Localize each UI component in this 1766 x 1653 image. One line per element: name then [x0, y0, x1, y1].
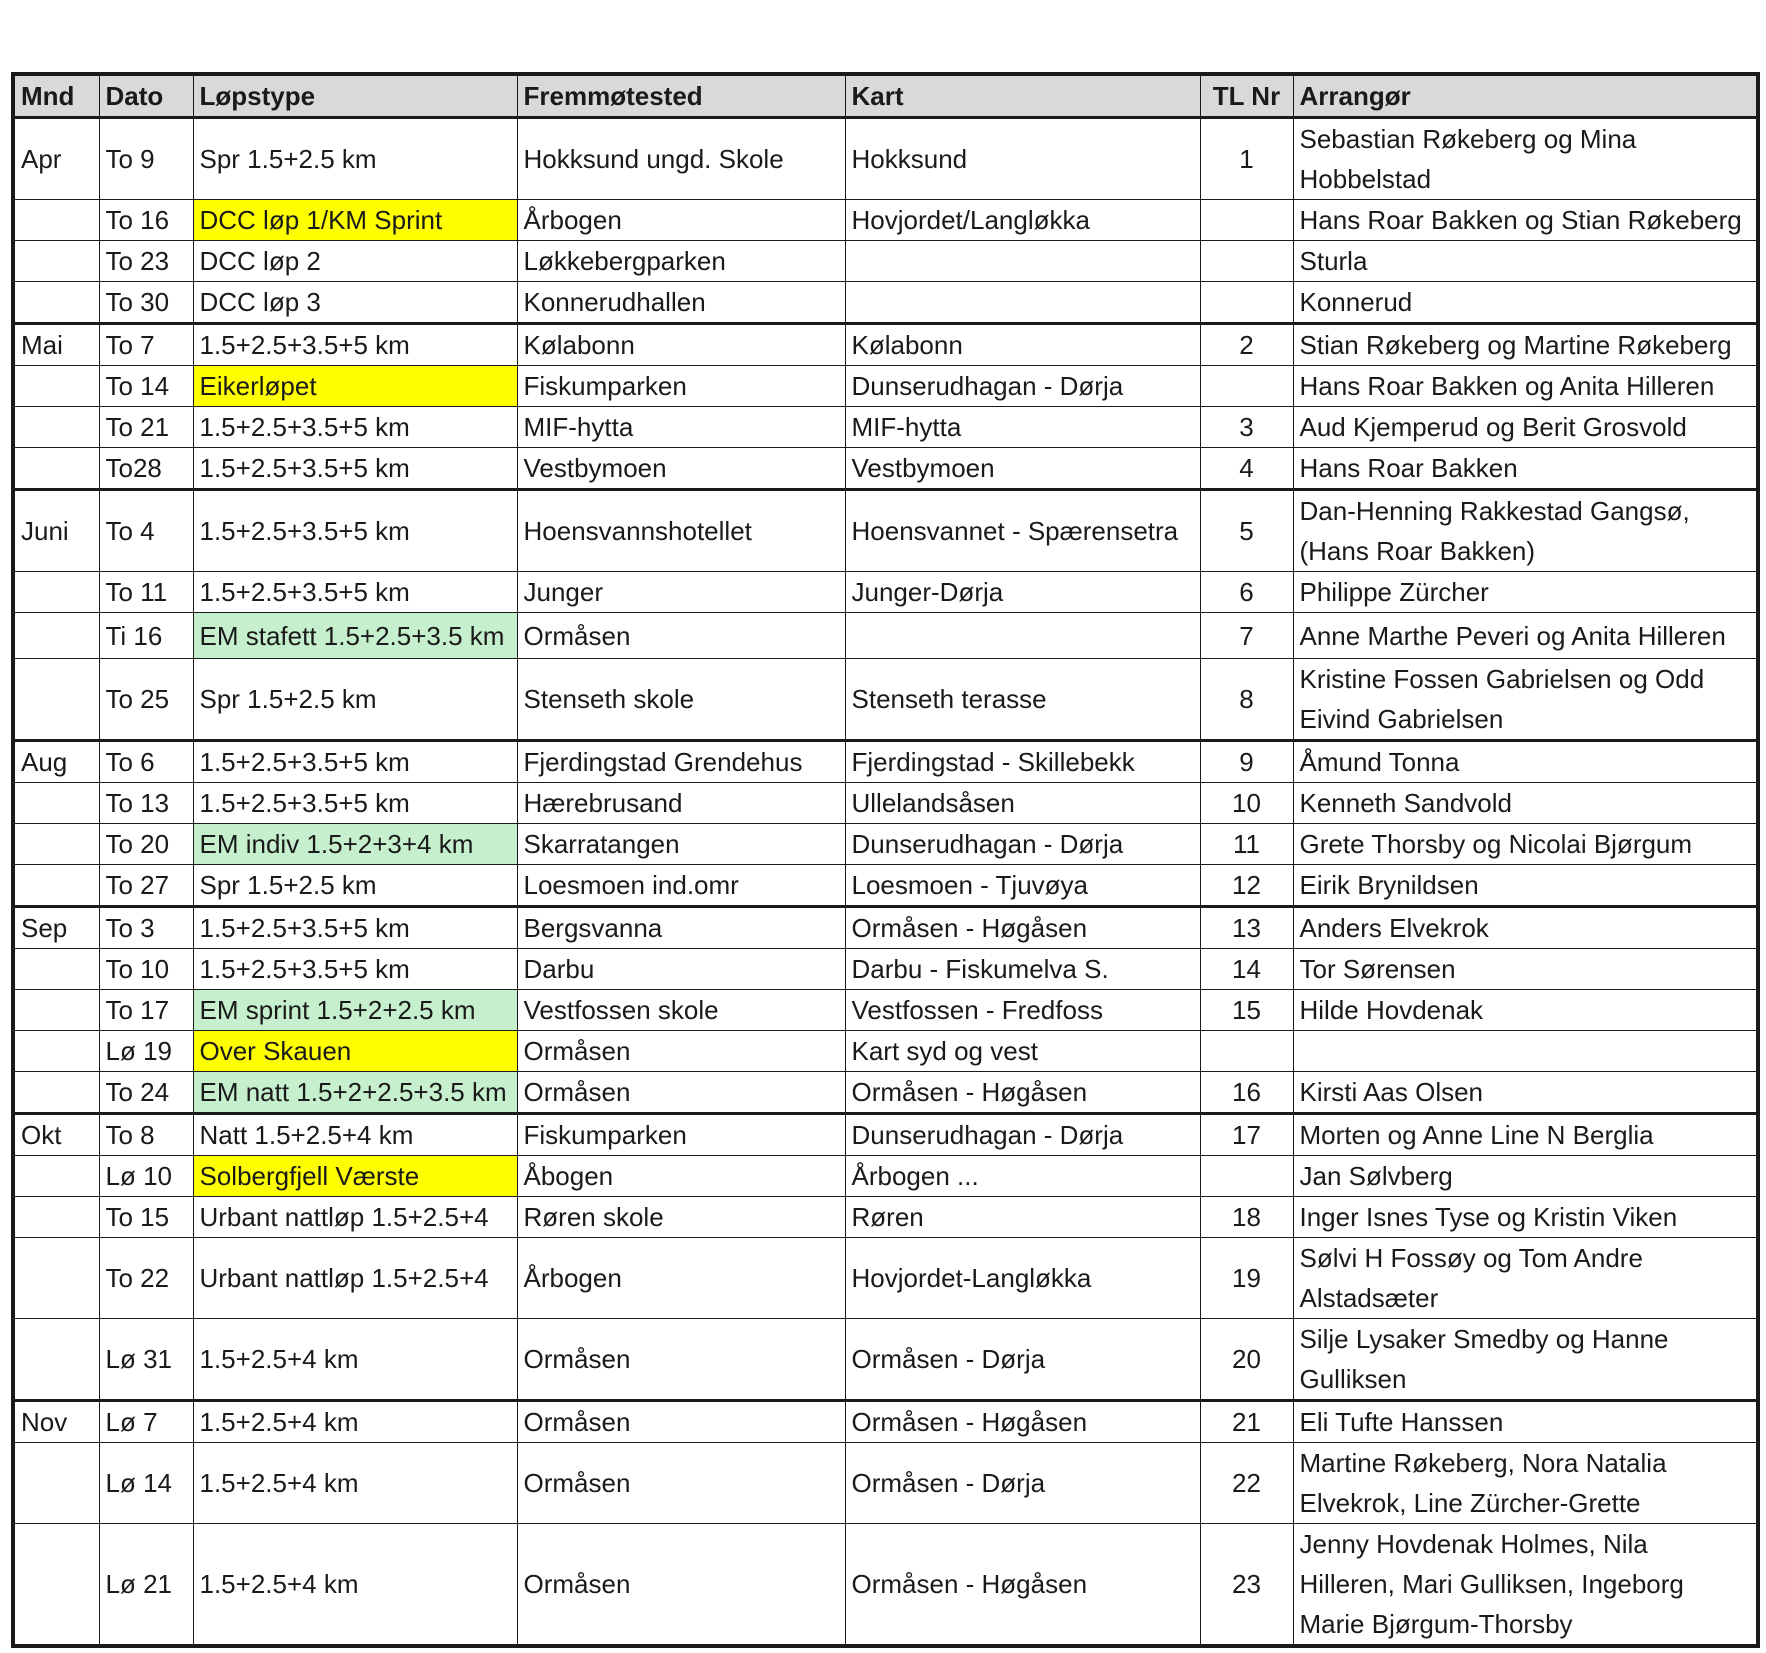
cell-meeting-place: Ormåsen [517, 1524, 845, 1647]
cell-race-type: Natt 1.5+2.5+4 km [193, 1114, 517, 1156]
cell-date: To 8 [99, 1114, 193, 1156]
cell-organizer: Grete Thorsby og Nicolai Bjørgum [1293, 824, 1758, 865]
cell-organizer: Hans Roar Bakken [1293, 448, 1758, 490]
cell-map: Ormåsen - Dørja [845, 1319, 1200, 1401]
cell-tl-number: 2 [1200, 324, 1293, 366]
cell-month: Mai [13, 324, 99, 366]
cell-map: Ormåsen - Høgåsen [845, 1072, 1200, 1114]
cell-month [13, 200, 99, 241]
cell-month [13, 1072, 99, 1114]
cell-month [13, 1319, 99, 1401]
cell-meeting-place: Vestbymoen [517, 448, 845, 490]
cell-map: Ormåsen - Høgåsen [845, 1524, 1200, 1647]
header-row [13, 74, 1758, 118]
cell-map: Ormåsen - Høgåsen [845, 907, 1200, 949]
cell-month [13, 1443, 99, 1524]
cell-meeting-place: MIF-hytta [517, 407, 845, 448]
cell-organizer: Hilde Hovdenak [1293, 990, 1758, 1031]
cell-race-type: 1.5+2.5+4 km [193, 1319, 517, 1401]
table-row [13, 1197, 1758, 1238]
cell-date: To 25 [99, 659, 193, 741]
table-row [13, 324, 1758, 366]
cell-tl-number [1200, 200, 1293, 241]
cell-organizer [1293, 1031, 1758, 1072]
cell-date: To 30 [99, 282, 193, 324]
cell-map: Dunserudhagan - Dørja [845, 1114, 1200, 1156]
cell-map: Hokksund [845, 118, 1200, 200]
cell-tl-number: 23 [1200, 1524, 1293, 1647]
cell-race-type: Eikerløpet [193, 366, 517, 407]
cell-tl-number: 12 [1200, 865, 1293, 907]
cell-organizer: Anders Elvekrok [1293, 907, 1758, 949]
cell-map: Hovjordet/Langløkka [845, 200, 1200, 241]
cell-race-type: Spr 1.5+2.5 km [193, 865, 517, 907]
cell-map: Vestbymoen [845, 448, 1200, 490]
header-lopstype: Løpstype [193, 74, 517, 118]
header-tl-nr: TL Nr [1200, 74, 1293, 118]
cell-map: Stenseth terasse [845, 659, 1200, 741]
table-row [13, 490, 1758, 572]
cell-race-type: DCC løp 3 [193, 282, 517, 324]
cell-month [13, 990, 99, 1031]
cell-race-type: DCC løp 2 [193, 241, 517, 282]
header-arrangor: Arrangør [1293, 74, 1758, 118]
cell-tl-number: 17 [1200, 1114, 1293, 1156]
cell-organizer: Jan Sølvberg [1293, 1156, 1758, 1197]
cell-meeting-place: Røren skole [517, 1197, 845, 1238]
cell-month [13, 572, 99, 613]
cell-race-type: Solbergfjell Værste [193, 1156, 517, 1197]
cell-tl-number: 19 [1200, 1238, 1293, 1319]
cell-map: Darbu - Fiskumelva S. [845, 949, 1200, 990]
cell-meeting-place: Ormåsen [517, 1072, 845, 1114]
cell-organizer: Jenny Hovdenak Holmes, Nila Hilleren, Mari Gulliksen, Ingeborg Marie Bjørgum-Thorsby [1293, 1524, 1758, 1647]
cell-organizer: Åmund Tonna [1293, 741, 1758, 783]
cell-tl-number: 8 [1200, 659, 1293, 741]
cell-month [13, 1031, 99, 1072]
cell-map: Fjerdingstad - Skillebekk [845, 741, 1200, 783]
cell-map: Hovjordet-Langløkka [845, 1238, 1200, 1319]
cell-tl-number [1200, 1156, 1293, 1197]
cell-month [13, 865, 99, 907]
cell-tl-number: 15 [1200, 990, 1293, 1031]
cell-meeting-place: Ormåsen [517, 1401, 845, 1443]
table-row [13, 1031, 1758, 1072]
table-row [13, 1401, 1758, 1443]
cell-map: MIF-hytta [845, 407, 1200, 448]
cell-race-type: Over Skauen [193, 1031, 517, 1072]
cell-date: To 23 [99, 241, 193, 282]
cell-date: To 9 [99, 118, 193, 200]
cell-organizer: Martine Røkeberg, Nora Natalia Elvekrok, Line Zürcher-Grette [1293, 1443, 1758, 1524]
cell-meeting-place: Junger [517, 572, 845, 613]
cell-tl-number: 10 [1200, 783, 1293, 824]
header-mnd: Mnd [13, 74, 99, 118]
cell-date: To 10 [99, 949, 193, 990]
cell-date: To 15 [99, 1197, 193, 1238]
cell-date: To 17 [99, 990, 193, 1031]
cell-map: Loesmoen - Tjuvøya [845, 865, 1200, 907]
cell-organizer: Philippe Zürcher [1293, 572, 1758, 613]
cell-map: Junger-Dørja [845, 572, 1200, 613]
cell-meeting-place: Ormåsen [517, 1319, 845, 1401]
cell-tl-number: 3 [1200, 407, 1293, 448]
cell-meeting-place: Fiskumparken [517, 366, 845, 407]
cell-date: To 24 [99, 1072, 193, 1114]
cell-month [13, 282, 99, 324]
cell-tl-number [1200, 241, 1293, 282]
cell-meeting-place: Årbogen [517, 1238, 845, 1319]
table-row [13, 865, 1758, 907]
cell-tl-number: 13 [1200, 907, 1293, 949]
cell-meeting-place: Hokksund ungd. Skole [517, 118, 845, 200]
cell-meeting-place: Hærebrusand [517, 783, 845, 824]
cell-tl-number: 11 [1200, 824, 1293, 865]
cell-map: Røren [845, 1197, 1200, 1238]
cell-month [13, 1238, 99, 1319]
table-row [13, 118, 1758, 200]
cell-month: Nov [13, 1401, 99, 1443]
cell-organizer: Dan-Henning Rakkestad Gangsø, (Hans Roar Bakken) [1293, 490, 1758, 572]
cell-tl-number: 6 [1200, 572, 1293, 613]
cell-month [13, 1156, 99, 1197]
cell-organizer: Konnerud [1293, 282, 1758, 324]
cell-organizer: Kirsti Aas Olsen [1293, 1072, 1758, 1114]
cell-map: Vestfossen - Fredfoss [845, 990, 1200, 1031]
cell-month [13, 366, 99, 407]
cell-race-type: Spr 1.5+2.5 km [193, 659, 517, 741]
cell-month [13, 241, 99, 282]
cell-month [13, 824, 99, 865]
cell-race-type: 1.5+2.5+3.5+5 km [193, 907, 517, 949]
cell-tl-number: 22 [1200, 1443, 1293, 1524]
cell-tl-number [1200, 282, 1293, 324]
cell-map [845, 613, 1200, 659]
cell-date: To 13 [99, 783, 193, 824]
cell-meeting-place: Bergsvanna [517, 907, 845, 949]
cell-map: Ullelandsåsen [845, 783, 1200, 824]
cell-date: To 3 [99, 907, 193, 949]
table-row [13, 907, 1758, 949]
cell-month: Okt [13, 1114, 99, 1156]
cell-tl-number: 5 [1200, 490, 1293, 572]
cell-race-type: 1.5+2.5+3.5+5 km [193, 949, 517, 990]
cell-organizer: Silje Lysaker Smedby og Hanne Gulliksen [1293, 1319, 1758, 1401]
cell-tl-number: 20 [1200, 1319, 1293, 1401]
cell-race-type: Urbant nattløp 1.5+2.5+4 [193, 1197, 517, 1238]
cell-month [13, 783, 99, 824]
cell-organizer: Sturla [1293, 241, 1758, 282]
cell-month [13, 949, 99, 990]
cell-meeting-place: Konnerudhallen [517, 282, 845, 324]
cell-meeting-place: Årbogen [517, 200, 845, 241]
cell-race-type: 1.5+2.5+3.5+5 km [193, 783, 517, 824]
cell-date: To 11 [99, 572, 193, 613]
cell-month [13, 1197, 99, 1238]
cell-organizer: Tor Sørensen [1293, 949, 1758, 990]
cell-date: To 7 [99, 324, 193, 366]
cell-tl-number: 9 [1200, 741, 1293, 783]
cell-date: To 21 [99, 407, 193, 448]
cell-month: Juni [13, 490, 99, 572]
cell-meeting-place: Kølabonn [517, 324, 845, 366]
table-row [13, 1524, 1758, 1647]
cell-month [13, 1524, 99, 1647]
cell-date: To28 [99, 448, 193, 490]
cell-date: To 4 [99, 490, 193, 572]
cell-date: To 20 [99, 824, 193, 865]
table-row [13, 1072, 1758, 1114]
table-row [13, 366, 1758, 407]
cell-organizer: Inger Isnes Tyse og Kristin Viken [1293, 1197, 1758, 1238]
cell-organizer: Kenneth Sandvold [1293, 783, 1758, 824]
cell-meeting-place: Fjerdingstad Grendehus [517, 741, 845, 783]
cell-tl-number: 7 [1200, 613, 1293, 659]
header-kart: Kart [845, 74, 1200, 118]
table-row [13, 990, 1758, 1031]
cell-race-type: EM stafett 1.5+2.5+3.5 km [193, 613, 517, 659]
schedule-table [11, 72, 1760, 1648]
cell-map: Dunserudhagan - Dørja [845, 824, 1200, 865]
cell-meeting-place: Stenseth skole [517, 659, 845, 741]
table-row [13, 949, 1758, 990]
cell-meeting-place: Fiskumparken [517, 1114, 845, 1156]
cell-map: Ormåsen - Dørja [845, 1443, 1200, 1524]
cell-tl-number [1200, 1031, 1293, 1072]
cell-race-type: 1.5+2.5+3.5+5 km [193, 741, 517, 783]
cell-organizer: Sølvi H Fossøy og Tom Andre Alstadsæter [1293, 1238, 1758, 1319]
cell-organizer: Morten og Anne Line N Berglia [1293, 1114, 1758, 1156]
cell-meeting-place: Ormåsen [517, 613, 845, 659]
table-row [13, 241, 1758, 282]
cell-date: To 27 [99, 865, 193, 907]
cell-meeting-place: Skarratangen [517, 824, 845, 865]
header-dato: Dato [99, 74, 193, 118]
table-row [13, 613, 1758, 659]
cell-organizer: Hans Roar Bakken og Stian Røkeberg [1293, 200, 1758, 241]
cell-map [845, 241, 1200, 282]
cell-meeting-place: Loesmoen ind.omr [517, 865, 845, 907]
cell-race-type: 1.5+2.5+4 km [193, 1401, 517, 1443]
cell-month [13, 613, 99, 659]
cell-month: Apr [13, 118, 99, 200]
cell-race-type: 1.5+2.5+3.5+5 km [193, 448, 517, 490]
cell-organizer: Stian Røkeberg og Martine Røkeberg [1293, 324, 1758, 366]
cell-race-type: 1.5+2.5+3.5+5 km [193, 572, 517, 613]
cell-month [13, 448, 99, 490]
table-row [13, 282, 1758, 324]
cell-date: Lø 7 [99, 1401, 193, 1443]
table-row [13, 200, 1758, 241]
table-row [13, 448, 1758, 490]
cell-date: Lø 19 [99, 1031, 193, 1072]
table-row [13, 1114, 1758, 1156]
cell-tl-number: 21 [1200, 1401, 1293, 1443]
cell-tl-number: 4 [1200, 448, 1293, 490]
cell-date: To 6 [99, 741, 193, 783]
cell-organizer: Sebastian Røkeberg og Mina Hobbelstad [1293, 118, 1758, 200]
cell-date: Lø 10 [99, 1156, 193, 1197]
cell-meeting-place: Darbu [517, 949, 845, 990]
cell-date: Lø 21 [99, 1524, 193, 1647]
cell-race-type: 1.5+2.5+4 km [193, 1524, 517, 1647]
cell-month [13, 407, 99, 448]
cell-tl-number: 1 [1200, 118, 1293, 200]
cell-date: To 16 [99, 200, 193, 241]
cell-organizer: Eli Tufte Hanssen [1293, 1401, 1758, 1443]
cell-race-type: 1.5+2.5+3.5+5 km [193, 407, 517, 448]
cell-map: Dunserudhagan - Dørja [845, 366, 1200, 407]
cell-meeting-place: Åbogen [517, 1156, 845, 1197]
cell-organizer: Hans Roar Bakken og Anita Hilleren [1293, 366, 1758, 407]
cell-meeting-place: Hoensvannshotellet [517, 490, 845, 572]
cell-date: Lø 14 [99, 1443, 193, 1524]
cell-organizer: Kristine Fossen Gabrielsen og Odd Eivind Gabrielsen [1293, 659, 1758, 741]
table-row [13, 783, 1758, 824]
cell-map: Ormåsen - Høgåsen [845, 1401, 1200, 1443]
table-row [13, 1319, 1758, 1401]
cell-month: Aug [13, 741, 99, 783]
table-row [13, 1443, 1758, 1524]
cell-map: Kølabonn [845, 324, 1200, 366]
cell-race-type: EM sprint 1.5+2+2.5 km [193, 990, 517, 1031]
cell-date: To 22 [99, 1238, 193, 1319]
table-row [13, 572, 1758, 613]
cell-race-type: 1.5+2.5+3.5+5 km [193, 490, 517, 572]
cell-organizer: Aud Kjemperud og Berit Grosvold [1293, 407, 1758, 448]
cell-race-type: DCC løp 1/KM Sprint [193, 200, 517, 241]
cell-race-type: 1.5+2.5+4 km [193, 1443, 517, 1524]
cell-date: To 14 [99, 366, 193, 407]
cell-tl-number [1200, 366, 1293, 407]
table-row [13, 659, 1758, 741]
cell-race-type: Spr 1.5+2.5 km [193, 118, 517, 200]
cell-race-type: 1.5+2.5+3.5+5 km [193, 324, 517, 366]
cell-month [13, 659, 99, 741]
cell-date: Ti 16 [99, 613, 193, 659]
table-row [13, 741, 1758, 783]
cell-tl-number: 16 [1200, 1072, 1293, 1114]
cell-tl-number: 18 [1200, 1197, 1293, 1238]
table-row [13, 1156, 1758, 1197]
cell-map: Hoensvannet - Spærensetra [845, 490, 1200, 572]
cell-map: Årbogen ... [845, 1156, 1200, 1197]
cell-meeting-place: Ormåsen [517, 1031, 845, 1072]
cell-month: Sep [13, 907, 99, 949]
table-row [13, 824, 1758, 865]
cell-organizer: Anne Marthe Peveri og Anita Hilleren [1293, 613, 1758, 659]
cell-date: Lø 31 [99, 1319, 193, 1401]
table-row [13, 407, 1758, 448]
cell-tl-number: 14 [1200, 949, 1293, 990]
cell-race-type: EM indiv 1.5+2+3+4 km [193, 824, 517, 865]
cell-map [845, 282, 1200, 324]
header-fremmotested: Fremmøtested [517, 74, 845, 118]
cell-meeting-place: Vestfossen skole [517, 990, 845, 1031]
cell-race-type: EM natt 1.5+2+2.5+3.5 km [193, 1072, 517, 1114]
cell-race-type: Urbant nattløp 1.5+2.5+4 [193, 1238, 517, 1319]
cell-map: Kart syd og vest [845, 1031, 1200, 1072]
cell-meeting-place: Ormåsen [517, 1443, 845, 1524]
table-row [13, 1238, 1758, 1319]
cell-meeting-place: Løkkebergparken [517, 241, 845, 282]
cell-organizer: Eirik Brynildsen [1293, 865, 1758, 907]
